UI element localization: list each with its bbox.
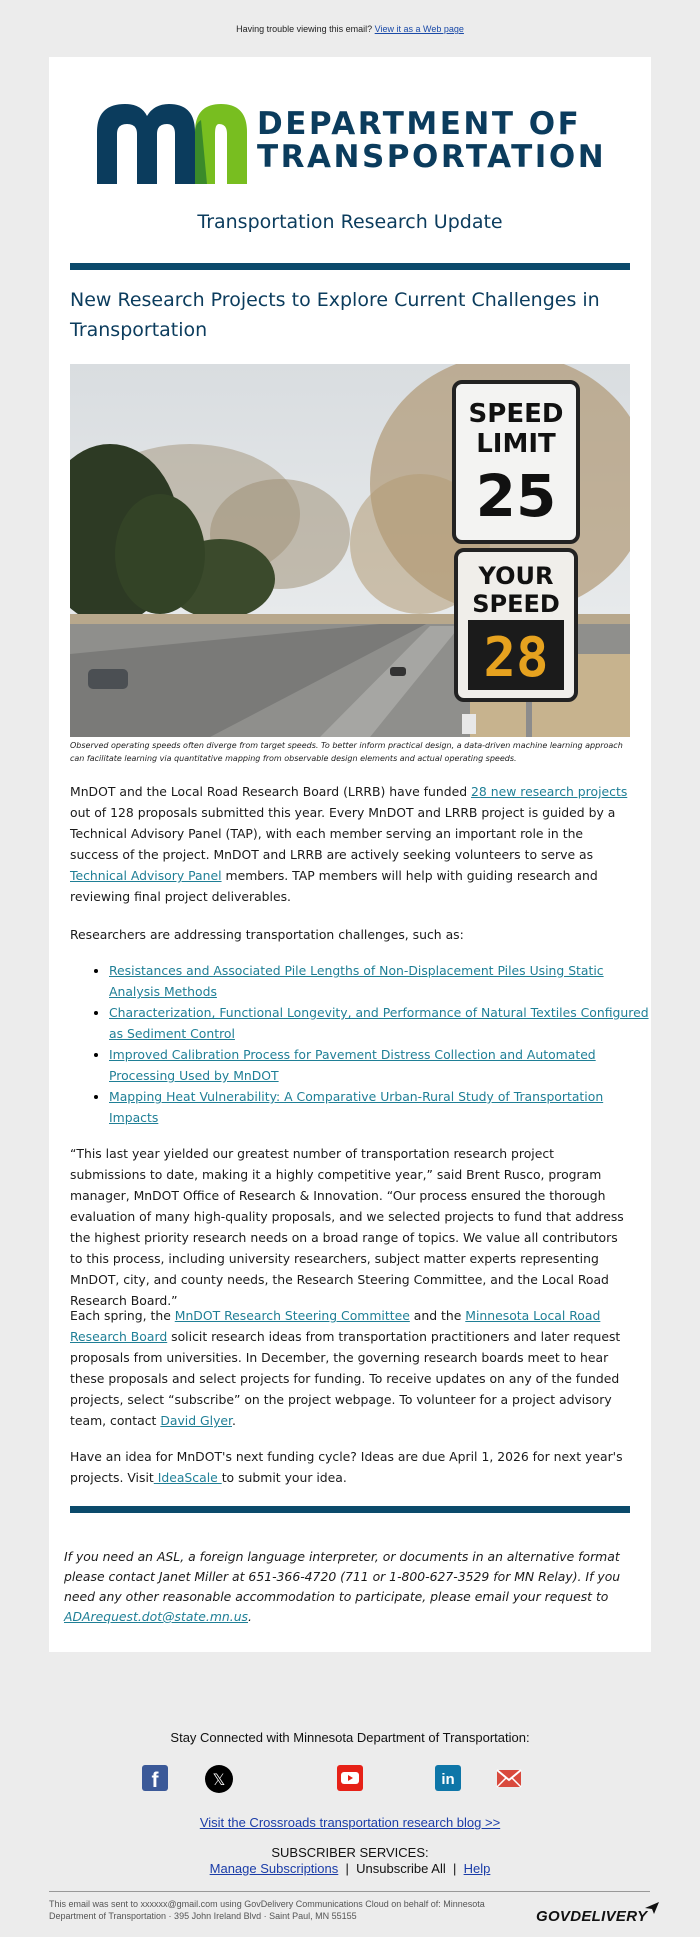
separator: | xyxy=(452,1861,457,1876)
accessibility-end: . xyxy=(248,1609,252,1624)
top-divider xyxy=(70,263,630,270)
youtube-icon[interactable] xyxy=(337,1765,367,1795)
x-twitter-icon[interactable] xyxy=(205,1765,235,1795)
new-projects-link[interactable]: 28 new research projects xyxy=(471,784,628,799)
tap-link[interactable]: Technical Advisory Panel xyxy=(70,868,222,883)
linkedin-glyph: in xyxy=(441,1771,455,1788)
sign-speed-label1: SPEED xyxy=(468,399,564,429)
preheader-text: Having trouble viewing this email? xyxy=(236,24,373,34)
manage-subscriptions-link[interactable]: Manage Subscriptions xyxy=(209,1861,339,1876)
preheader xyxy=(0,24,700,34)
view-web-page-link[interactable]: View it as a Web page xyxy=(374,24,464,34)
accessibility-note xyxy=(64,1547,639,1627)
p4-text-b: and the xyxy=(409,1308,466,1323)
p5-text-b: to submit your idea. xyxy=(221,1470,347,1485)
accessibility-text: If you need an ASL, a foreign language interpreter, or documents in an alternative format please contact Janet Miller at 651-366-4720 (711 or 1-800-627-3529 for MN Relay). If you need any other reasonable accommodation to participate, please email your request to xyxy=(64,1549,621,1604)
project-link-piles[interactable]: Resistances and Associated Pile Lengths of Non-Displacement Piles Using Static Analysis Methods xyxy=(109,963,604,999)
email-card xyxy=(49,57,651,1652)
project-list-item xyxy=(109,1086,649,1128)
footer-divider xyxy=(49,1891,650,1892)
project-list-item xyxy=(109,960,649,1002)
project-list-item xyxy=(109,1002,649,1044)
lrrb-link[interactable]: Minnesota Local Road Research Board xyxy=(70,1308,601,1344)
p1-text-b: out of 128 proposals submitted this year. Every MnDOT and LRRB project is guided by a Technical Advisory Panel (TAP), with each member serving an important role in the success of the project. MnDOT and LRRB are actively seeking volunteers to serve as xyxy=(70,805,616,862)
stay-connected-text: Stay Connected with Minnesota Department of Transportation: xyxy=(170,1730,530,1745)
unsubscribe-all-text[interactable]: Unsubscribe All xyxy=(356,1861,446,1876)
project-list xyxy=(89,960,649,1128)
help-link[interactable]: Help xyxy=(463,1861,491,1876)
project-link-textiles[interactable]: Characterization, Functional Longevity, and Performance of Natural Textiles Configured as Sediment Control xyxy=(109,1005,649,1041)
ideascale-link[interactable]: IdeaScale xyxy=(153,1470,222,1485)
sign-speed-value: 25 xyxy=(475,462,557,530)
separator: | xyxy=(345,1861,349,1876)
sign-your-label1: YOUR xyxy=(478,562,554,590)
logo-line1: DEPARTMENT OF xyxy=(257,106,582,142)
govdelivery-text: GOVDELIVERY xyxy=(536,1908,648,1925)
sign-your-label2: SPEED xyxy=(472,590,560,618)
p4-text-c: solicit research ideas from transportation practitioners and later request proposals from universities. In December, the governing research boards meet to hear these proposals and select projects for funding. To receive updates on any of the funded projects, select “subscribe” on the project webpage. To volunteer for a project advisory team, contact xyxy=(70,1329,621,1428)
article-headline: New Research Projects to Explore Current Challenges in Transportation xyxy=(70,289,600,341)
steering-committee-link[interactable]: MnDOT Research Steering Committee xyxy=(174,1308,410,1323)
crossroads-blog-link[interactable]: Visit the Crossroads transportation research blog >> xyxy=(199,1815,501,1830)
p5-text-a: Have an idea for MnDOT's next funding cycle? Ideas are due April 1, 2026 for next year's projects. Visit xyxy=(70,1449,623,1485)
mn-logo-mark-icon xyxy=(97,102,247,184)
govdelivery-logo[interactable] xyxy=(536,1908,647,1925)
sign-speed-label2: LIMIT xyxy=(476,429,556,459)
subscriber-links xyxy=(0,1861,700,1877)
facebook-glyph: f xyxy=(151,1769,159,1791)
newsletter-title: Transportation Research Update xyxy=(197,211,503,233)
x-glyph: 𝕏 xyxy=(212,1770,226,1789)
photo-caption: Observed operating speeds often diverge from target speeds. To better inform practical design, a data-driven machine learning approach can facilitate learning via quantitative mapping from observable design elements and actual operating speeds. xyxy=(70,741,623,763)
blog-link-row xyxy=(0,1815,700,1830)
ada-email-link[interactable]: ADArequest.dot@state.mn.us xyxy=(64,1609,248,1624)
p4-text-d: . xyxy=(232,1413,236,1428)
email-envelope-icon[interactable] xyxy=(496,1765,526,1795)
speed-sign-photo xyxy=(70,364,630,737)
logo-line2: TRANSPORTATION xyxy=(257,139,607,175)
p1-text-c: members. TAP members will help with guiding research and reviewing final project deliverables. xyxy=(70,868,598,904)
legal-text: This email was sent to xxxxxx@gmail.com using GovDelivery Communications Cloud on behalf of: Minnesota Department of Transportation · 395 John Ireland Blvd · Saint Paul, MN 55155 xyxy=(49,1899,485,1921)
contact-link[interactable]: David Glyer xyxy=(160,1413,233,1428)
paragraph-challenges: Researchers are addressing transportation challenges, such as: xyxy=(70,927,464,942)
facebook-icon[interactable] xyxy=(142,1765,172,1795)
paragraph-funding xyxy=(70,781,630,907)
paragraph-quote: “This last year yielded our greatest number of transportation research project submissions to date, making it a highly competitive year,” said Brent Rusco, program manager, MnDOT Office of Research & Innovation. “Our process ensured the thorough evaluation of many high-quality proposals, and we selected projects to fund that address the highest priority research needs on a broad range of topics. We value all contributors to this process, including university researchers, subject matter experts representing MnDOT, city, and county needs, the Research Steering Committee, and the Local Road Research Board.” xyxy=(70,1146,624,1308)
subscriber-services xyxy=(0,1845,700,1877)
p4-text-a: Each spring, the xyxy=(70,1308,175,1323)
subscriber-services-label: SUBSCRIBER SERVICES: xyxy=(271,1845,429,1860)
paragraph-ideas xyxy=(70,1446,630,1488)
logo-wordmark xyxy=(257,108,606,174)
project-list-item xyxy=(109,1044,649,1086)
project-link-heat[interactable]: Mapping Heat Vulnerability: A Comparative Urban-Rural Study of Transportation Impacts xyxy=(109,1089,604,1125)
footer xyxy=(0,1650,700,1937)
linkedin-icon[interactable] xyxy=(435,1765,465,1795)
paper-plane-icon xyxy=(645,1902,659,1914)
sign-display-value: 28 xyxy=(483,626,549,689)
bottom-divider xyxy=(70,1506,630,1513)
paragraph-process xyxy=(70,1305,630,1431)
mndot-logo xyxy=(97,102,607,184)
p1-text-a: MnDOT and the Local Road Research Board (LRRB) have funded xyxy=(70,784,472,799)
project-link-pavement[interactable]: Improved Calibration Process for Pavement Distress Collection and Automated Processing Used by MnDOT xyxy=(109,1047,596,1083)
